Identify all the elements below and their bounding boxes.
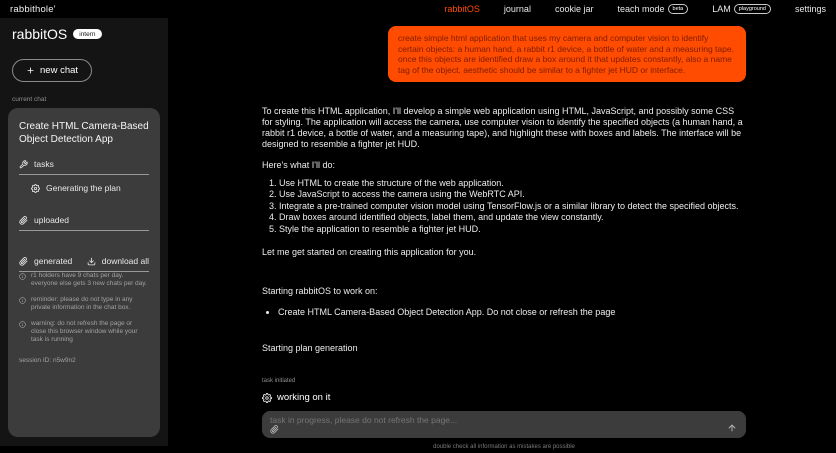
generated-label: generated — [34, 256, 73, 266]
plan-status: Starting plan generation — [262, 343, 358, 354]
nav-item-journal[interactable] — [504, 4, 531, 14]
uploaded-label: uploaded — [34, 215, 69, 225]
work-heading: Starting rabbitOS to work on: — [262, 286, 378, 297]
nav-item-lam[interactable] — [712, 4, 771, 14]
info-icon — [19, 296, 26, 312]
attach-button[interactable] — [270, 425, 279, 434]
step-item: 3. Integrate a pre-trained computer vision model using TensorFlow.js or a similar library to detect the specified objects. — [279, 201, 746, 212]
current-chat-card[interactable] — [8, 108, 160, 437]
nav-item-teach-mode[interactable] — [617, 4, 688, 14]
sidebar-note — [19, 320, 149, 344]
download-all-button[interactable] — [87, 256, 149, 266]
working-status-label: working on it — [277, 392, 331, 404]
new-chat-label: new chat — [40, 65, 79, 76]
paperclip-icon — [270, 425, 279, 434]
note-text: reminder: please do not type in any private information in the chat box. — [31, 296, 133, 311]
new-chat-button[interactable] — [12, 59, 92, 82]
chat-main — [262, 18, 746, 451]
download-all-label: download all — [101, 256, 149, 266]
chat-title: Create HTML Camera-Based Object Detection App — [19, 121, 149, 145]
step-item: 4. Draw boxes around identified objects, label them, and update the view constantly. — [279, 212, 746, 223]
step-item: 1. Use HTML to create the structure of the web application. — [279, 178, 746, 189]
sidebar — [0, 18, 168, 446]
work-list — [262, 307, 746, 318]
generated-section-header — [19, 256, 149, 272]
work-item: • Create HTML Camera-Based Object Detection App. Do not close or refresh the page — [278, 307, 746, 318]
nav-item-label: teach mode — [617, 4, 665, 14]
uploaded-section-header — [19, 215, 149, 231]
plus-icon — [26, 66, 35, 75]
nav-item-label: LAM — [712, 4, 731, 14]
beta-badge: beta — [668, 4, 689, 14]
steps-list — [262, 178, 746, 235]
sidebar-header — [8, 26, 160, 42]
download-icon — [87, 257, 96, 266]
send-button[interactable] — [727, 423, 737, 433]
tasks-label: tasks — [34, 159, 54, 169]
tasks-section-header — [19, 159, 149, 175]
user-message-bubble: create simple html application that uses my camera and computer vision to identify certain objects: a human hand, a rabbit r1 device, a bottle of water and a measuring tape. once this objects are identified draw a box around it that updates constantly, also a name tag of the object. aesthetic should be similar to a fighter jet HUD or interface. — [388, 26, 746, 82]
playground-badge: playground — [734, 4, 771, 14]
task-state-label: task initiated — [262, 378, 296, 385]
note-text: r1 holders have 9 chats per day. everyone else gets 3 new chats per day. — [31, 272, 147, 287]
task-status-label: Generating the plan — [46, 183, 121, 193]
user-message-row — [262, 26, 746, 82]
chat-composer — [262, 411, 746, 438]
wrench-icon — [19, 160, 28, 169]
assistant-closing: Let me get started on creating this application for you. — [262, 247, 477, 258]
nav-item-label: settings — [794, 4, 826, 14]
gear-spinner-icon — [31, 184, 40, 193]
app-title: rabbitOS — [12, 26, 68, 42]
working-status-row — [262, 392, 746, 403]
step-item: 5. Style the application to resemble a fighter jet HUD. — [279, 224, 746, 235]
session-id: session ID: n5w9n2 — [19, 357, 76, 364]
paperclip-icon — [19, 216, 28, 225]
sidebar-note — [19, 272, 149, 288]
rabbithole-logo: rabbithole' — [10, 3, 56, 15]
top-nav — [0, 0, 836, 18]
arrow-up-icon — [727, 423, 737, 433]
chat-input[interactable] — [270, 415, 700, 425]
info-icon — [19, 320, 26, 344]
nav-item-label: journal — [503, 4, 531, 14]
nav-items — [444, 4, 826, 14]
note-text: warning: do not refresh the page or close this browser window while your task is running — [31, 320, 138, 343]
nav-item-rabbitos[interactable] — [444, 4, 480, 14]
info-icon — [19, 272, 26, 288]
assistant-response-intro: To create this HTML application, I'll develop a simple web application using HTML, JavaScript, and possibly some CSS for styling. The application will access the camera, use computer vision to identify the specified objects (a human hand, a rabbit r1 device, a bottle of water, and a measuring tape), and highlight these with boxes and labels. The interface will be designed to resemble a fighter jet HUD. — [262, 106, 743, 149]
nav-item-cookie-jar[interactable] — [555, 4, 594, 14]
gear-spinner-icon — [262, 393, 272, 403]
generated-left — [19, 256, 72, 266]
current-chat-label: current chat — [12, 96, 47, 103]
nav-item-label: rabbitOS — [444, 4, 480, 14]
nav-item-label: cookie jar — [554, 4, 594, 14]
nav-item-settings[interactable] — [795, 4, 826, 14]
sidebar-note — [19, 296, 149, 312]
task-status-row — [19, 183, 149, 193]
paperclip-icon — [19, 257, 28, 266]
disclaimer-text: double check all information as mistakes are possible — [433, 444, 575, 451]
intern-badge: intern — [73, 29, 101, 39]
steps-heading: Here's what I'll do: — [262, 160, 335, 170]
step-item: 2. Use JavaScript to access the camera using the WebRTC API. — [279, 189, 746, 200]
